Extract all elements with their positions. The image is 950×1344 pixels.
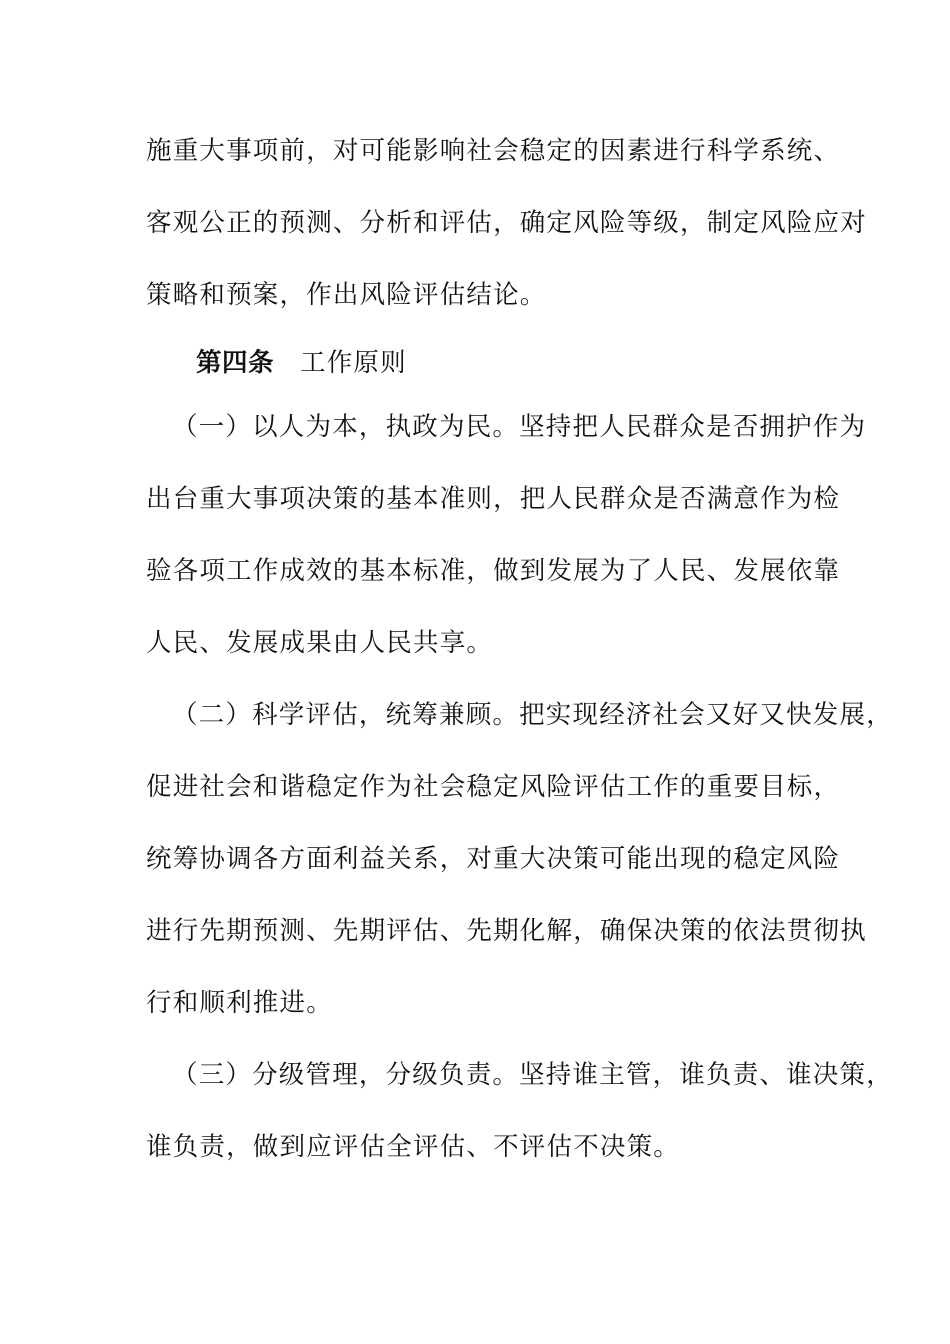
principle-1-line: （一）以人为本，执政为民。坚持把人民群众是否拥护作为	[172, 412, 867, 442]
principle-2-line: （二）科学评估，统筹兼顾。把实现经济社会又好又快发展，	[172, 700, 893, 730]
principle-1-line: 人民、发展成果由人民共享。	[146, 628, 494, 658]
principle-2-line: 行和顺利推进。	[146, 988, 333, 1018]
article-heading	[196, 346, 886, 380]
paragraph-line: 施重大事项前，对可能影响社会稳定的因素进行科学系统、	[146, 136, 841, 166]
article-title: 工作原则	[300, 348, 407, 378]
article-number: 第四条	[196, 348, 275, 378]
principle-2-line: 促进社会和谐稳定作为社会稳定风险评估工作的重要目标，	[146, 772, 841, 802]
principle-3-line: 谁负责，做到应评估全评估、不评估不决策。	[146, 1132, 681, 1162]
principle-3-line: （三）分级管理，分级负责。坚持谁主管，谁负责、谁决策，	[172, 1060, 893, 1090]
principle-1-line: 出台重大事项决策的基本准则，把人民群众是否满意作为检	[146, 484, 841, 514]
paragraph-line: 策略和预案，作出风险评估结论。	[146, 280, 547, 310]
principle-2-line: 进行先期预测、先期评估、先期化解，确保决策的依法贯彻执	[146, 916, 867, 946]
principle-2-line: 统筹协调各方面利益关系，对重大决策可能出现的稳定风险	[146, 844, 841, 874]
paragraph-line: 客观公正的预测、分析和评估，确定风险等级，制定风险应对	[146, 208, 867, 238]
principle-1-line: 验各项工作成效的基本标准，做到发展为了人民、发展依靠	[146, 556, 841, 586]
